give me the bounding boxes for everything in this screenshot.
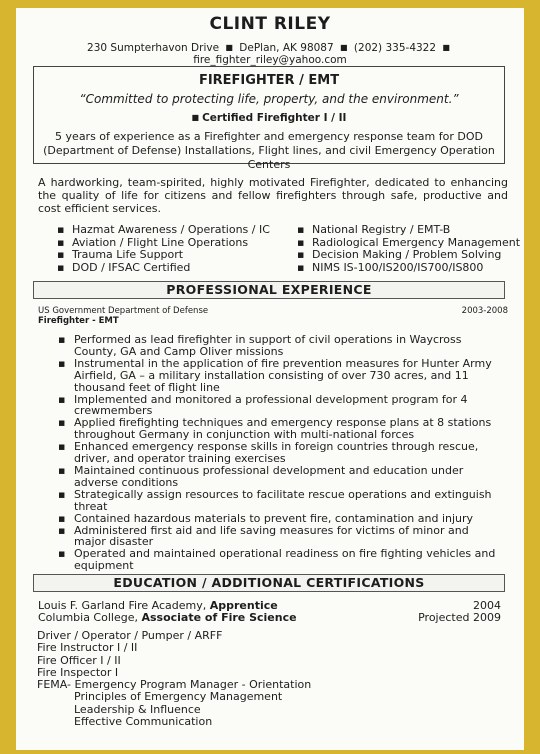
duty-item: ▪ Maintained continuous professional development and education under adverse conditions xyxy=(38,465,498,489)
job-title: FIREFIGHTER / EMT xyxy=(198,73,340,88)
resume-page xyxy=(16,8,524,750)
separator-icon: ■ xyxy=(225,43,233,52)
separator-icon: ■ xyxy=(340,43,348,52)
fema-sub-item: Leadership & Influence xyxy=(74,702,201,716)
skills-list-right xyxy=(276,224,521,274)
education-entry-2 xyxy=(38,611,297,624)
employer: US Government Department of Defense xyxy=(38,306,209,316)
separator-icon: ■ xyxy=(442,43,450,52)
duties-list xyxy=(38,334,498,572)
degree: Associate of Fire Science xyxy=(141,611,297,624)
email: fire_fighter_riley@yahoo.com xyxy=(193,54,347,66)
duty-item: ▪ Operated and maintained operational readiness on fire fighting vehicles and equipment xyxy=(38,548,498,572)
cert-item: Fire Officer I / II xyxy=(37,653,121,667)
certifications-list xyxy=(37,630,311,728)
role-title: Firefighter - EMT xyxy=(38,316,119,326)
certification: Certified Firefighter I / II xyxy=(202,112,347,124)
candidate-name: CLINT RILEY xyxy=(209,14,331,34)
school-name: Columbia College, xyxy=(38,611,142,624)
square-bullet-icon: ■ xyxy=(191,113,200,122)
duty-item: ▪ Administered first aid and life saving measures for victims of minor and major disaster xyxy=(38,525,498,549)
skill-item: ▪ Trauma Life Support xyxy=(36,249,276,262)
motto: “Committed to protecting life, property, and the environment.” xyxy=(79,92,459,106)
address: 230 Sumpterhavon Drive xyxy=(87,42,220,54)
skill-item: ▪ Aviation / Flight Line Operations xyxy=(36,237,276,250)
skill-item: ▪ NIMS IS-100/IS200/IS700/IS800 xyxy=(276,262,521,275)
cert-item: Fire Instructor I / II xyxy=(37,641,138,655)
fema-sub-item: Principles of Emergency Management xyxy=(74,690,283,704)
degree: Apprentice xyxy=(209,599,278,612)
duty-item: ▪ Strategically assign resources to facilitate rescue operations and extinguish threat xyxy=(38,489,498,513)
duty-item: ▪ Applied firefighting techniques and emergency response plans at 8 stations throughout Germany in conjunction with multi-national forces xyxy=(38,417,498,441)
education-heading: EDUCATION / ADDITIONAL CERTIFICATIONS xyxy=(33,574,505,592)
duty-item: ▪ Performed as lead firefighter in support of civil operations in Waycross County, GA and Camp Oliver missions xyxy=(38,334,498,358)
contact-line xyxy=(16,42,524,66)
city: DePlan, AK 98087 xyxy=(239,42,334,54)
skill-item: ▪ Hazmat Awareness / Operations / IC xyxy=(36,224,276,237)
profile-summary: A hardworking, team-spirited, highly motivated Firefighter, dedicated to enhancing the quality of life for citizens and fellow firefighters through safe, productive and cost efficient services. xyxy=(38,176,508,215)
experience-summary: 5 years of experience as a Firefighter and emergency response team for DOD (Department of Defense) Installations, Flight lines, and civil Emergency Operation Centers xyxy=(43,130,495,171)
skills-list-left xyxy=(36,224,276,274)
cert-item: Fire Inspector I xyxy=(37,665,119,679)
certification-line xyxy=(34,112,504,124)
skill-item: ▪ DOD / IFSAC Certified xyxy=(36,262,276,275)
experience-heading: PROFESSIONAL EXPERIENCE xyxy=(33,281,505,299)
skill-item: ▪ Radiological Emergency Management xyxy=(276,237,521,250)
education-year-2: Projected 2009 xyxy=(418,611,501,624)
cert-item: Driver / Operator / Pumper / ARFF xyxy=(37,629,223,642)
employment-dates: 2003-2008 xyxy=(461,306,508,316)
skill-item: ▪ National Registry / EMT-B xyxy=(276,224,521,237)
phone: (202) 335-4322 xyxy=(353,42,437,54)
duty-item: ▪ Contained hazardous materials to prevent fire, contamination and injury xyxy=(38,513,498,525)
cert-item: FEMA- Emergency Program Manager - Orientation xyxy=(37,678,312,692)
school-name: Louis F. Garland Fire Academy, xyxy=(38,599,210,612)
headline-box xyxy=(33,66,505,171)
duty-item: ▪ Implemented and monitored a professional development program for 4 crewmembers xyxy=(38,394,498,418)
duty-item: ▪ Enhanced emergency response skills in foreign countries through rescue, driver, and operator training exercises xyxy=(38,441,498,465)
education-year-1: 2004 xyxy=(473,599,501,612)
skill-item: ▪ Decision Making / Problem Solving xyxy=(276,249,521,262)
duty-item: ▪ Instrumental in the application of fire prevention measures for Hunter Army Airfield, GA – a military installation consisting of over 730 acres, and 11 thousand feet of flight line xyxy=(38,358,498,394)
fema-sub-item: Effective Communication xyxy=(74,715,213,729)
